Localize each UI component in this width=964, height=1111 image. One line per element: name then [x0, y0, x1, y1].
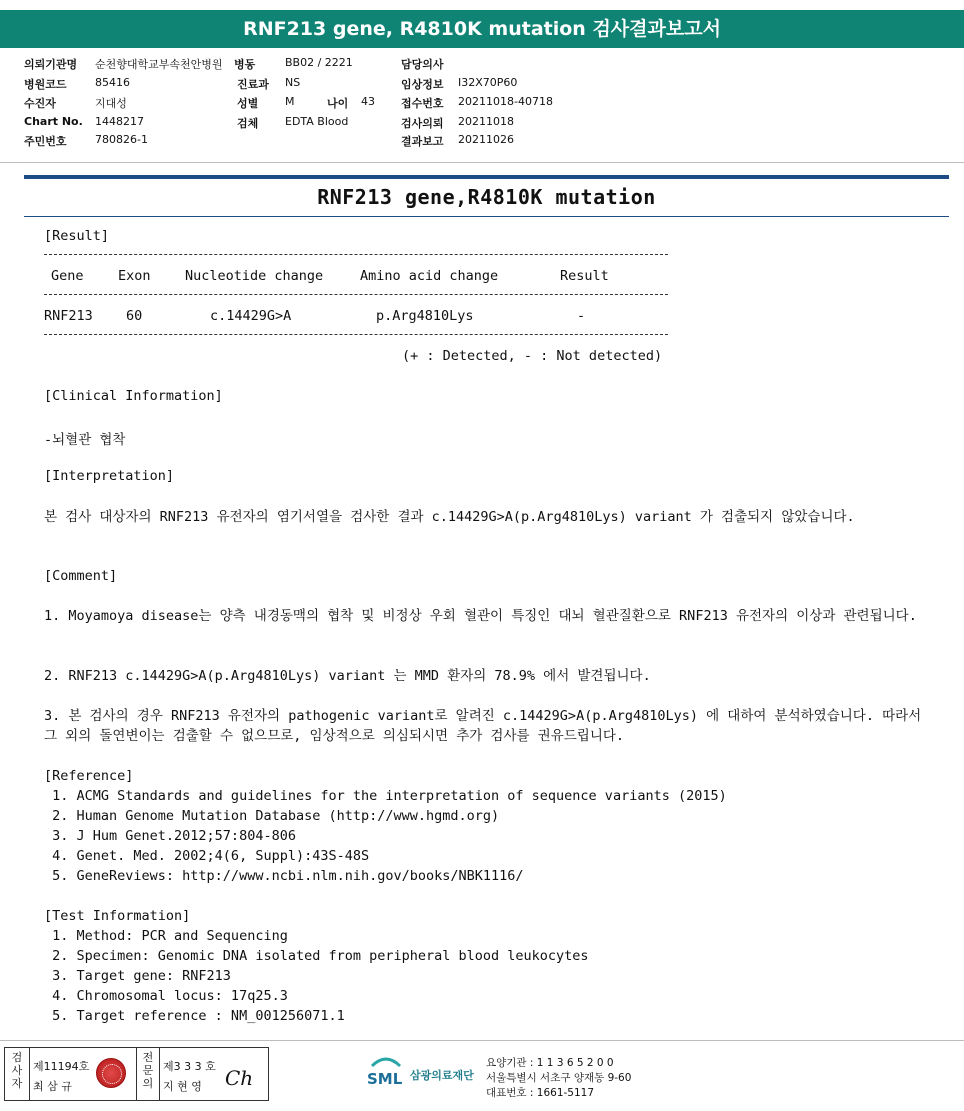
- clinical-heading: [Clinical Information]: [44, 388, 223, 404]
- age-label: 나이: [327, 97, 349, 110]
- report-date-value: 20211026: [458, 133, 514, 146]
- doctor-label: 담당의사: [401, 58, 444, 71]
- inspector-label: [7, 1048, 27, 1100]
- inspector-vertical-label: [7, 1051, 27, 1090]
- cell-result: -: [577, 308, 586, 324]
- comment-item: 2. RNF213 c.14429G>A(p.Arg4810Lys) variant 는 MMD 환자의 78.9% 에서 발견됩니다.: [44, 668, 651, 684]
- column-header-result: Result: [560, 268, 609, 284]
- test-info-heading: [Test Information]: [44, 908, 191, 924]
- divider: [24, 216, 949, 217]
- comment-heading: [Comment]: [44, 568, 118, 584]
- reference-item: 5. GeneReviews: http://www.ncbi.nlm.nih.gov/books/NBK1116/: [44, 868, 524, 884]
- result-heading: [Result]: [44, 228, 110, 244]
- sex-value: M: [285, 95, 295, 108]
- patient-value: 지대성: [95, 97, 127, 110]
- clinical-text: -뇌혈관 협착: [44, 432, 126, 448]
- cell-exon: 60: [126, 308, 143, 324]
- divider: [136, 1048, 137, 1100]
- vertical-char: 자: [11, 1077, 23, 1090]
- hospital-code-value: 85416: [95, 76, 130, 89]
- vertical-char: 전: [142, 1051, 154, 1064]
- logo-text: SML: [367, 1070, 403, 1088]
- institution-value: 순천향대학교부속천안병원: [95, 58, 223, 71]
- ward-value: BB02 / 2221: [285, 56, 353, 69]
- dept-label: 진료과: [237, 78, 269, 91]
- interpretation-text: 본 검사 대상자의 RNF213 유전자의 염기서열을 검사한 결과 c.14429G>A(p.Arg4810Lys) variant 가 검출되지 않았습니다.: [44, 509, 855, 525]
- dept-value: NS: [285, 76, 301, 89]
- seal-stamp: [96, 1058, 126, 1088]
- age-value: 43: [361, 95, 375, 108]
- test-info-item: 2. Specimen: Genomic DNA isolated from peripheral blood leukocytes: [44, 948, 589, 964]
- vertical-char: 사: [11, 1064, 23, 1077]
- inspector-name: 최 삼 규: [33, 1080, 72, 1093]
- ward-label: 병동: [234, 58, 256, 71]
- chart-no-value: 1448217: [95, 115, 144, 128]
- vertical-char: 의: [142, 1077, 154, 1090]
- divider: [29, 1048, 30, 1100]
- institution-label: 의뢰기관명: [24, 58, 78, 71]
- divider: [0, 162, 964, 163]
- comment-item: 1. Moyamoya disease는 양측 내경동맥의 협착 및 비정상 우회 혈관이 특징인 대뇌 혈관질환으로 RNF213 유전자의 이상과 관련됩니다.: [44, 608, 917, 624]
- report-title: RNF213 gene,R4810K mutation: [317, 185, 656, 209]
- sex-label: 성별: [237, 97, 259, 110]
- hospital-code-label: 병원코드: [24, 78, 67, 91]
- vertical-char: 검: [11, 1051, 23, 1064]
- specialist-license: 제3 3 3 호: [163, 1060, 216, 1073]
- chart-no-label: Chart No.: [24, 115, 83, 128]
- vertical-char: 문: [142, 1064, 154, 1077]
- reference-item: 2. Human Genome Mutation Database (http://www.hgmd.org): [44, 808, 500, 824]
- test-info-item: 1. Method: PCR and Sequencing: [44, 928, 288, 944]
- divider: [0, 1040, 964, 1041]
- org-code: 요양기관 : 1 1 3 6 5 2 0 0: [486, 1057, 614, 1069]
- clinical-info-label: 임상정보: [401, 78, 444, 91]
- request-date-label: 검사의뢰: [401, 117, 444, 130]
- divider-thick: [24, 175, 949, 179]
- org-phone: 대표번호 : 1661-5117: [486, 1087, 595, 1099]
- table-rule: [44, 294, 668, 295]
- cell-gene: RNF213: [44, 308, 93, 324]
- request-date-value: 20211018: [458, 115, 514, 128]
- divider: [159, 1048, 160, 1100]
- report-date-label: 결과보고: [401, 135, 444, 148]
- column-header-amino-acid: Amino acid change: [360, 268, 499, 284]
- column-header-gene: Gene: [51, 268, 84, 284]
- reference-item: 1. ACMG Standards and guidelines for the interpretation of sequence variants (2015): [44, 788, 727, 804]
- result-legend: (+ : Detected, - : Not detected): [402, 348, 663, 364]
- table-rule: [44, 334, 668, 335]
- receipt-number-label: 접수번호: [401, 97, 444, 110]
- reference-item: 4. Genet. Med. 2002;4(6, Suppl):43S-48S: [44, 848, 370, 864]
- clinical-info-value: I32X70P60: [458, 76, 518, 89]
- specimen-value: EDTA Blood: [285, 115, 349, 128]
- interpretation-heading: [Interpretation]: [44, 468, 175, 484]
- reference-heading: [Reference]: [44, 768, 134, 784]
- test-info-item: 3. Target gene: RNF213: [44, 968, 231, 984]
- test-info-item: 4. Chromosomal locus: 17q25.3: [44, 988, 288, 1004]
- cell-amino-acid: p.Arg4810Lys: [376, 308, 474, 324]
- specimen-label: 검체: [237, 117, 259, 130]
- cell-nucleotide: c.14429G>A: [210, 308, 292, 324]
- specialist-name: 지 현 영: [163, 1080, 202, 1093]
- inspector-license: 제11194호: [33, 1060, 90, 1073]
- reference-item: 3. J Hum Genet.2012;57:804-806: [44, 828, 296, 844]
- receipt-number-value: 20211018-40718: [458, 95, 553, 108]
- specialist-label: [138, 1048, 158, 1100]
- table-rule: [44, 254, 668, 255]
- org-address: 서울특별시 서초구 양재동 9-60: [486, 1072, 632, 1084]
- patient-label: 수진자: [24, 97, 56, 110]
- sml-logo-icon: [366, 1054, 406, 1090]
- test-info-item: 5. Target reference : NM_001256071.1: [44, 1008, 345, 1024]
- report-header-title: RNF213 gene, R4810K mutation 검사결과보고서: [0, 10, 964, 48]
- comment-item: 3. 본 검사의 경우 RNF213 유전자의 pathogenic variant로 알려진 c.14429G>A(p.Arg4810Lys) 에 대하여 분석하였습니다. 따라서 그 외의 돌연변이는 검출할 수 없으므로, 임상적으로 의심되시면 추가 검사를 권유드립니다.: [44, 708, 922, 744]
- column-header-nucleotide: Nucleotide change: [185, 268, 324, 284]
- signature: Ch: [225, 1066, 254, 1090]
- org-name: 삼광의료재단: [410, 1069, 474, 1082]
- ssn-label: 주민번호: [24, 135, 67, 148]
- column-header-exon: Exon: [118, 268, 151, 284]
- specialist-vertical-label: [138, 1051, 158, 1090]
- ssn-value: 780826-1: [95, 133, 148, 146]
